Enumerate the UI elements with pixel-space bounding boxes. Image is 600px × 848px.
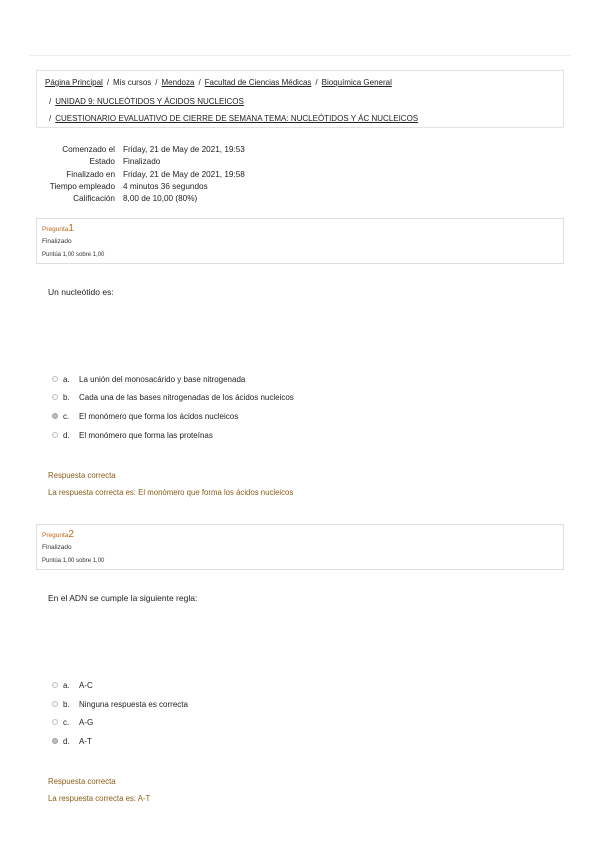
question-number bbox=[42, 529, 74, 540]
summary-label: Comenzado el bbox=[62, 145, 115, 154]
summary-label: Tiempo empleado bbox=[49, 181, 115, 191]
question-number-value: 2 bbox=[68, 529, 74, 540]
question-grade: Puntúa 1,00 sobre 1,00 bbox=[42, 558, 105, 564]
question-info-1 bbox=[36, 218, 564, 264]
feedback-title: Respuesta correcta bbox=[48, 471, 116, 480]
breadcrumb-row-1 bbox=[45, 78, 392, 87]
breadcrumb bbox=[36, 70, 564, 128]
question-prefix: Pregunta bbox=[42, 226, 69, 233]
summary-value: 8,00 de 10,00 (80%) bbox=[123, 194, 198, 204]
breadcrumb-separator: / bbox=[198, 78, 201, 87]
breadcrumb-separator: / bbox=[155, 78, 158, 87]
breadcrumb-separator: / bbox=[49, 114, 52, 123]
radio-button-selected[interactable] bbox=[52, 738, 58, 744]
question-number bbox=[42, 223, 74, 234]
answer-text: El monómero que forma los ácidos nucleicos bbox=[79, 412, 239, 421]
breadcrumb-campus-link[interactable]: Mendoza bbox=[161, 78, 195, 87]
breadcrumb-separator: / bbox=[315, 78, 318, 87]
breadcrumb-home-link[interactable]: Página Principal bbox=[45, 78, 103, 87]
radio-button[interactable] bbox=[52, 376, 58, 382]
question-grade: Puntúa 1,00 sobre 1,00 bbox=[42, 252, 105, 258]
summary-label: Calificación bbox=[73, 194, 115, 204]
answer-letter: b. bbox=[63, 700, 70, 709]
answer-text: Ninguna respuesta es correcta bbox=[79, 700, 188, 709]
answer-text: A-G bbox=[79, 718, 94, 727]
answer-text: El monómero que forma las proteínas bbox=[79, 431, 213, 440]
answer-text: A-C bbox=[79, 681, 93, 690]
question-text: Un nucleótido es: bbox=[48, 287, 114, 297]
question-state: Finalizado bbox=[42, 238, 72, 245]
breadcrumb-separator: / bbox=[106, 78, 110, 87]
radio-button[interactable] bbox=[52, 394, 58, 400]
radio-button-selected[interactable] bbox=[52, 413, 58, 419]
question-text: En el ADN se cumple la siguiente regla: bbox=[48, 593, 198, 603]
answer-text: Cada una de las bases nitrogenadas de los ácidos nucleicos bbox=[79, 393, 294, 402]
breadcrumb-unit-link[interactable]: UNIDAD 9: NUCLEÓTIDOS Y ÁCIDOS NUCLEICOS bbox=[55, 97, 244, 106]
answer-letter: a. bbox=[63, 375, 70, 384]
radio-button[interactable] bbox=[52, 701, 58, 707]
answer-letter: d. bbox=[63, 431, 70, 440]
radio-button[interactable] bbox=[52, 682, 58, 688]
answer-letter: a. bbox=[63, 681, 70, 690]
question-info-2 bbox=[36, 524, 564, 570]
summary-label: Finalizado en bbox=[66, 169, 115, 179]
question-number-value: 1 bbox=[68, 223, 74, 234]
radio-button[interactable] bbox=[52, 719, 58, 725]
breadcrumb-course-link[interactable]: Bioquímica General bbox=[321, 78, 392, 87]
answer-letter: c. bbox=[63, 412, 70, 421]
radio-button[interactable] bbox=[52, 432, 58, 438]
answer-letter: c. bbox=[63, 718, 70, 727]
question-state: Finalizado bbox=[42, 544, 72, 551]
feedback-title: Respuesta correcta bbox=[48, 777, 116, 786]
top-divider bbox=[30, 55, 570, 56]
breadcrumb-my-courses[interactable]: Mis cursos bbox=[113, 78, 152, 87]
summary-value: 4 minutos 36 segundos bbox=[123, 181, 208, 191]
summary-value: Friday, 21 de May de 2021, 19:53 bbox=[123, 145, 245, 154]
answer-letter: d. bbox=[63, 737, 70, 746]
breadcrumb-quiz-link[interactable]: CUESTIONARIO EVALUATIVO DE CIERRE DE SEMANA TEMA: NUCLEÓTIDOS Y ÁC NUCLEICOS bbox=[55, 114, 419, 123]
summary-value: Finalizado bbox=[123, 157, 161, 167]
answer-text: La unión del monosacárido y base nitrogenada bbox=[79, 375, 246, 384]
summary-label: Estado bbox=[89, 157, 115, 167]
answer-letter: b. bbox=[63, 393, 70, 402]
breadcrumb-row-3 bbox=[45, 114, 418, 123]
feedback-text: La respuesta correcta es: A-T bbox=[48, 794, 151, 803]
question-prefix: Pregunta bbox=[42, 532, 69, 539]
feedback-text: La respuesta correcta es: El monómero que forma los ácidos nucleicos bbox=[48, 488, 294, 497]
breadcrumb-separator: / bbox=[49, 97, 52, 106]
answer-text: A-T bbox=[79, 737, 92, 746]
breadcrumb-faculty-link[interactable]: Facultad de Ciencias Médicas bbox=[204, 78, 312, 87]
summary-value: Friday, 21 de May de 2021, 19:58 bbox=[123, 169, 245, 179]
breadcrumb-row-2 bbox=[45, 97, 244, 106]
